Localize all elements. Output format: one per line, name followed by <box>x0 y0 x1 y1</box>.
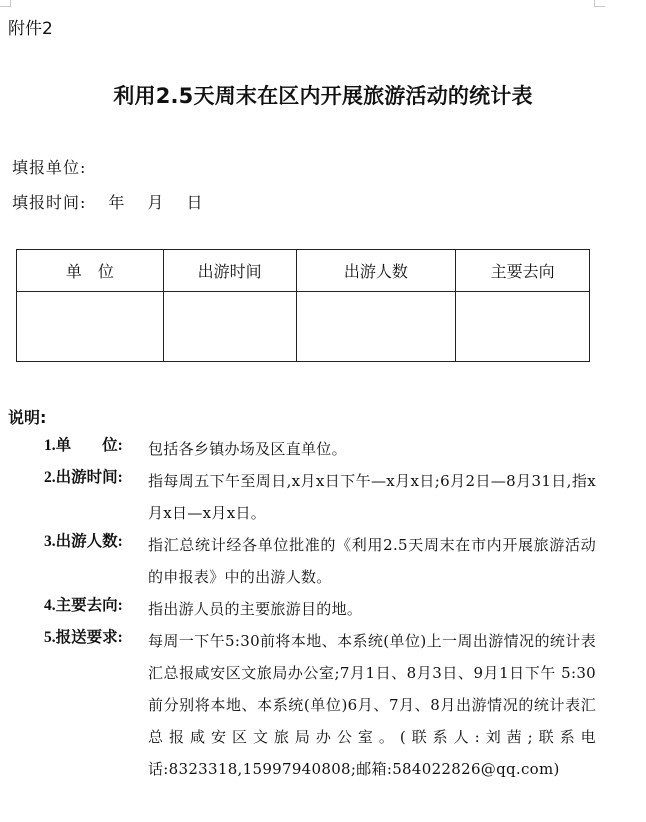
table-row <box>17 292 590 362</box>
note-label: 2.出游时间: <box>44 469 123 486</box>
notes-title: 说明: <box>8 408 47 427</box>
note-text: 指每周五下午至周日,x月x日下午—x月x日;6月2日—8月31日,指x月x日—x月x日。 <box>148 472 596 522</box>
note-text: 指汇总统计经各单位批准的《利用2.5天周末在市内开展旅游活动的申报表》中的出游人数。 <box>148 536 596 586</box>
note-label: 5.报送要求: <box>44 629 123 646</box>
document-title: 利用2.5天周末在区内开展旅游活动的统计表 <box>113 84 533 108</box>
attachment-label: 附件2 <box>8 19 53 39</box>
note-text: 包括各乡镇办场及区直单位。 <box>148 440 347 458</box>
page-corner-mark-left <box>0 0 11 7</box>
reporting-time-label: 填报时间: <box>12 193 87 212</box>
note-label: 4.主要去向: <box>44 597 123 614</box>
note-text: 指出游人员的主要旅游目的地。 <box>148 600 363 618</box>
statistics-table <box>16 249 590 362</box>
note-label: 3.出游人数: <box>44 533 123 550</box>
column-header-main-destination: 主要去向 <box>456 250 590 292</box>
note-text: 每周一下午5:30前将本地、本系统(单位)上一周出游情况的统计表汇总报咸安区文旅局办公室;7月1日、8月3日、9月1日下午 5:30前分别将本地、本系统(单位)6月、7月、8月出游情况的统计表汇总报咸安区文旅局办公室。(联系人:刘茜;联系电话:8323318,15997940808;邮箱:584022826@qq.com) <box>148 632 596 778</box>
table-cell-main-destination <box>456 292 590 362</box>
reporting-time-line <box>12 190 225 213</box>
reporting-unit-label: 填报单位: <box>12 158 87 177</box>
column-header-traveler-count: 出游人数 <box>296 250 456 292</box>
page-corner-mark-right <box>594 0 605 7</box>
table-cell-traveler-count <box>296 292 456 362</box>
column-header-unit: 单 位 <box>17 250 164 292</box>
note-label: 1.单 位: <box>44 437 123 454</box>
table-header-row <box>17 250 590 292</box>
column-header-travel-time: 出游时间 <box>163 250 296 292</box>
table-cell-unit <box>17 292 164 362</box>
year-label: 年 <box>108 193 126 212</box>
table-cell-travel-time <box>163 292 296 362</box>
month-label: 月 <box>147 193 165 212</box>
day-label: 日 <box>186 193 204 212</box>
